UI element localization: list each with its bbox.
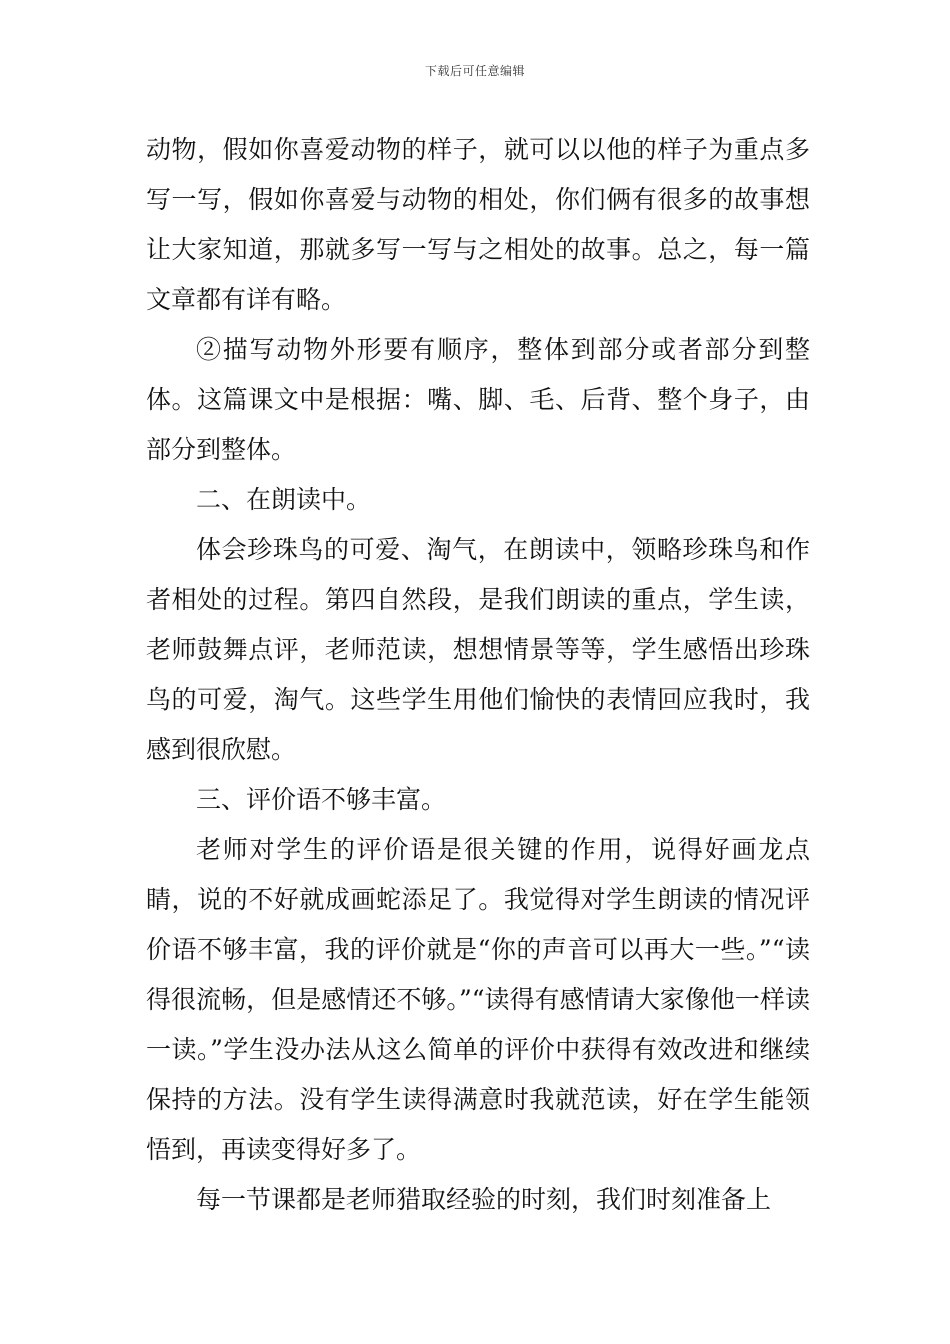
paragraph: 每一节课都是老师猎取经验的时刻，我们时刻准备上 [196,1185,772,1214]
section-heading: 二、在朗读中。 [196,485,372,514]
page-header: 下载后可任意编辑 [424,64,525,78]
paragraph: ②描写动物外形要有顺序，整体到部分或者部分到整体。这篇课文中是根据：嘴、脚、毛、后背、整个身子，由部分到整体。 [146,335,810,464]
paragraph: 老师对学生的评价语是很关键的作用，说得好画龙点睛，说的不好就成画蛇添足了。我觉得对学生朗读的情况评价语不够丰富，我的评价就是“你的声音可以再大一些。”“读得很流畅，但是感情还不够。”“读得有感情请大家像他一样读一读。”学生没办法从这么简单的评价中获得有效改进和继续保持的方法。没有学生读得满意时我就范读，好在学生能领悟到，再读变得好多了。 [146,835,810,1164]
document-body [146,125,810,1225]
paragraph: 动物，假如你喜爱动物的样子，就可以以他的样子为重点多写一写，假如你喜爱与动物的相处，你们俩有很多的故事想让大家知道，那就多写一写与之相处的故事。总之，每一篇文章都有详有略。 [146,135,810,314]
section-heading: 三、评价语不够丰富。 [196,785,447,814]
paragraph: 体会珍珠鸟的可爱、淘气，在朗读中，领略珍珠鸟和作者相处的过程。第四自然段，是我们朗读的重点，学生读，老师鼓舞点评，老师范读，想想情景等等，学生感悟出珍珠鸟的可爱，淘气。这些学生用他们愉快的表情回应我时，我感到很欣慰。 [146,535,810,764]
